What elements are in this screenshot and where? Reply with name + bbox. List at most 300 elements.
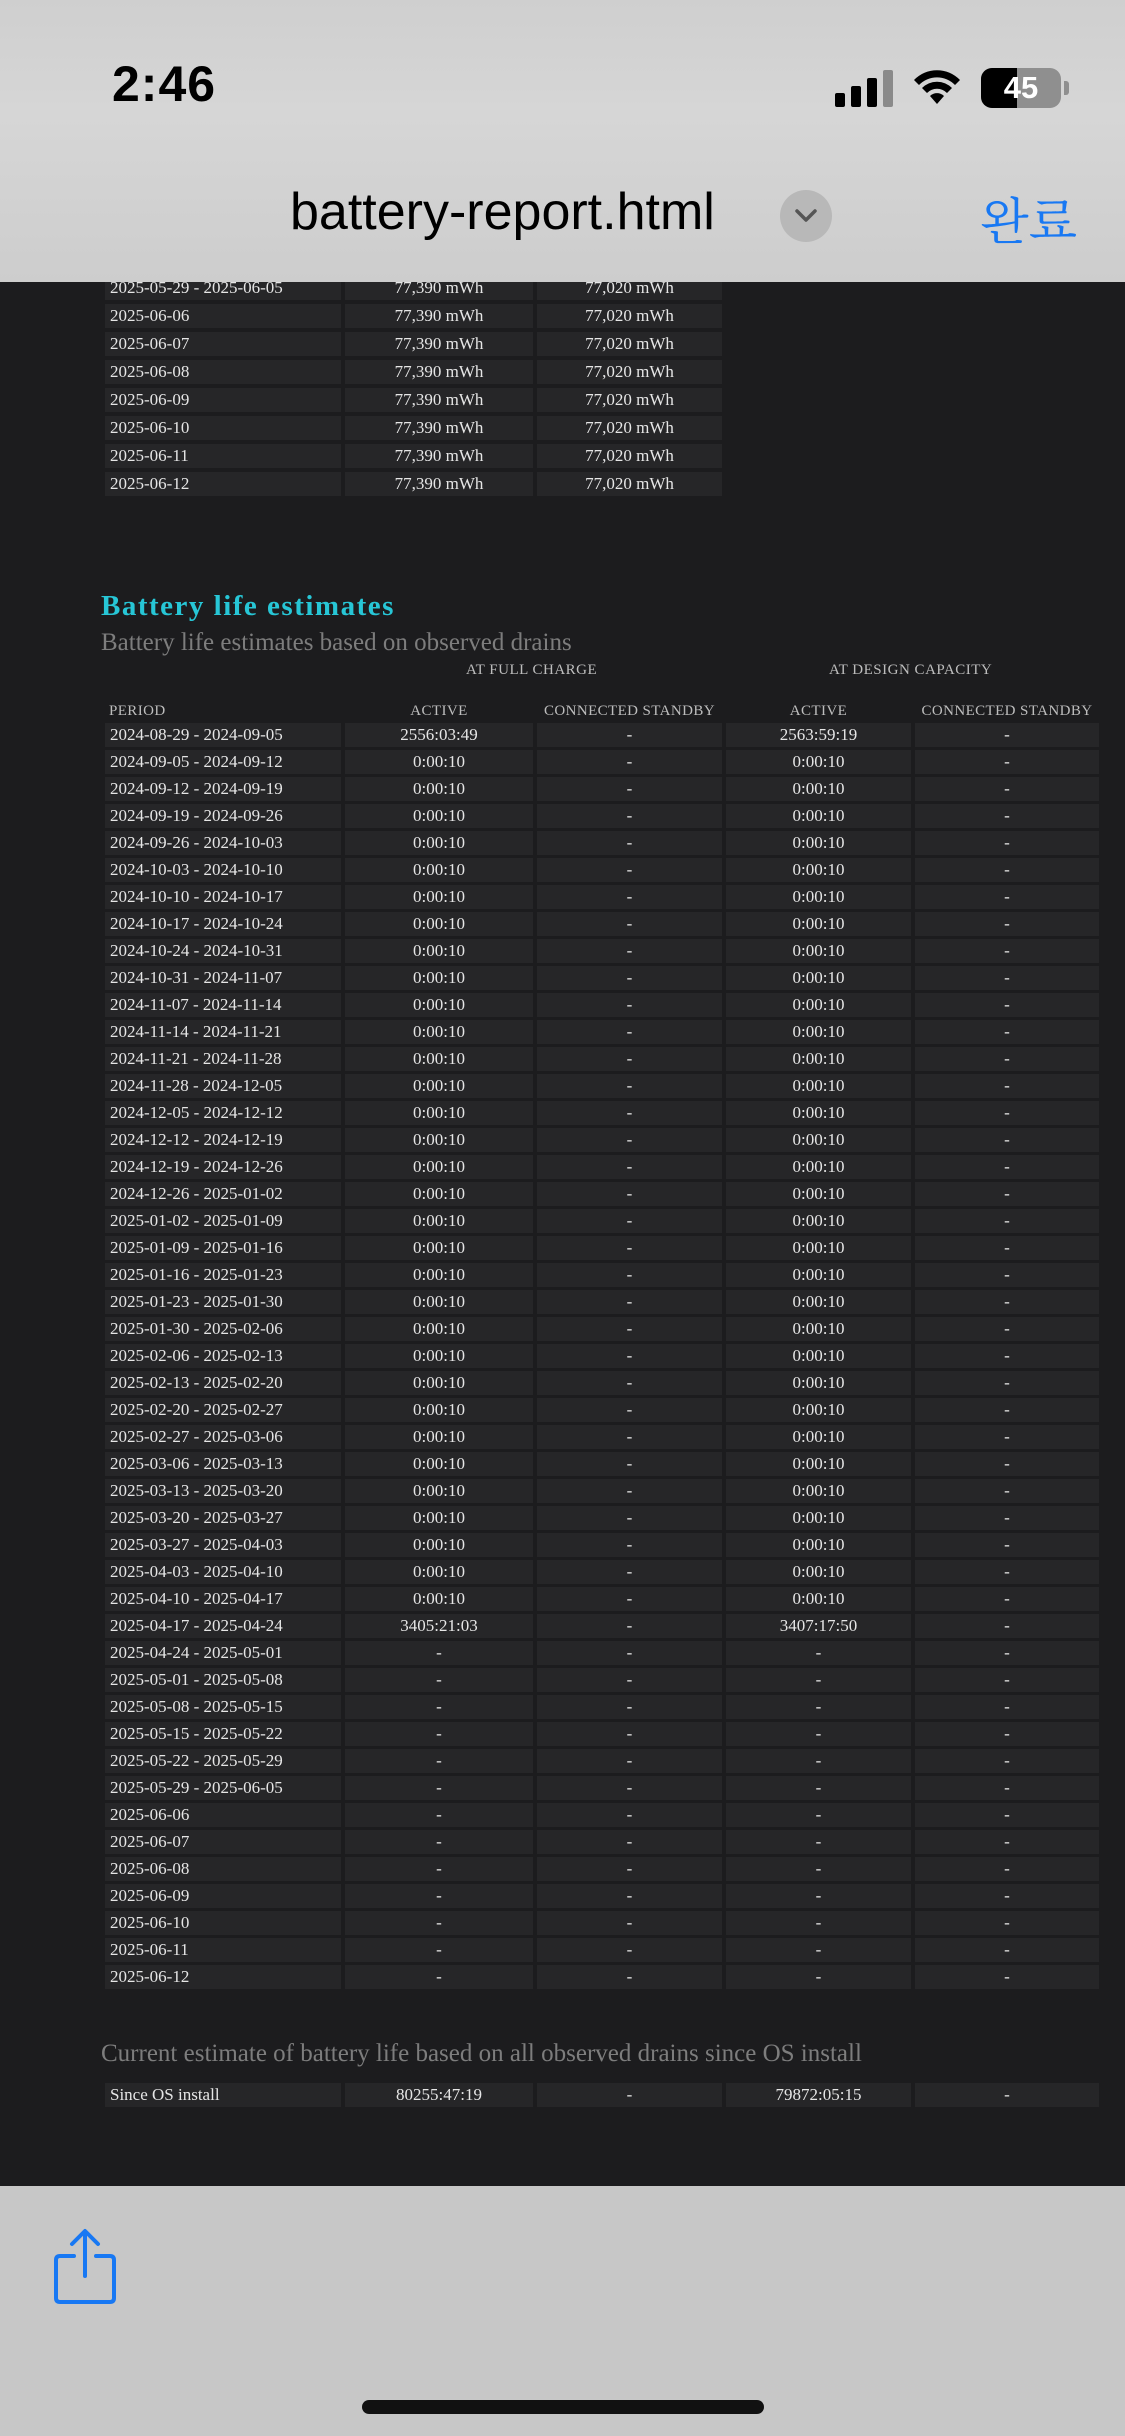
table-row — [105, 1344, 1099, 1368]
table-cell: - — [915, 1344, 1099, 1368]
table-cell: 0:00:10 — [726, 804, 911, 828]
table-row — [105, 1506, 1099, 1530]
table-cell: 0:00:10 — [345, 1128, 533, 1152]
table-cell: 0:00:10 — [726, 1074, 911, 1098]
table-cell: - — [537, 777, 722, 801]
table-cell: - — [537, 804, 722, 828]
table-cell: 0:00:10 — [726, 777, 911, 801]
table-cell: - — [537, 1776, 722, 1800]
table-row — [105, 1236, 1099, 1260]
table-cell: - — [915, 1722, 1099, 1746]
table-cell: 0:00:10 — [345, 1101, 533, 1125]
table-cell: 0:00:10 — [345, 750, 533, 774]
table-cell: - — [726, 1884, 911, 1908]
table-cell: - — [915, 1695, 1099, 1719]
table-cell: - — [345, 1884, 533, 1908]
table-cell: 0:00:10 — [726, 1560, 911, 1584]
table-cell: - — [915, 1749, 1099, 1773]
table-cell: 2024-09-19 - 2024-09-26 — [105, 804, 341, 828]
table-cell: - — [726, 1749, 911, 1773]
table-row — [105, 2083, 1099, 2107]
table-cell: - — [537, 831, 722, 855]
table-row — [105, 332, 722, 356]
table-cell: - — [915, 1290, 1099, 1314]
table-cell: 2024-10-03 - 2024-10-10 — [105, 858, 341, 882]
table-cell: - — [345, 1965, 533, 1989]
table-cell: 2024-12-19 - 2024-12-26 — [105, 1155, 341, 1179]
table-cell: 3405:21:03 — [345, 1614, 533, 1638]
table-cell: - — [726, 1722, 911, 1746]
table-cell: 0:00:10 — [726, 993, 911, 1017]
table-cell: 77,020 mWh — [537, 360, 722, 384]
table-row — [105, 804, 1099, 828]
table-cell: 0:00:10 — [345, 993, 533, 1017]
table-cell: - — [537, 1587, 722, 1611]
table-cell: 2025-06-07 — [105, 1830, 341, 1854]
table-cell: - — [915, 1830, 1099, 1854]
table-cell: 0:00:10 — [345, 804, 533, 828]
table-cell: 2025-04-24 - 2025-05-01 — [105, 1641, 341, 1665]
table-row — [105, 966, 1099, 990]
table-cell: 2024-10-10 - 2024-10-17 — [105, 885, 341, 909]
table-cell: - — [345, 1938, 533, 1962]
table-row — [105, 1911, 1099, 1935]
status-time: 2:46 — [112, 56, 217, 112]
table-cell: - — [726, 1911, 911, 1935]
table-cell: - — [915, 1938, 1099, 1962]
table-cell: - — [345, 1911, 533, 1935]
table-cell: - — [915, 1803, 1099, 1827]
table-cell: - — [345, 1830, 533, 1854]
table-cell: - — [915, 1911, 1099, 1935]
table-cell: - — [915, 1641, 1099, 1665]
table-cell: - — [537, 1047, 722, 1071]
table-cell: 77,390 mWh — [345, 416, 533, 440]
table-cell: 2025-06-09 — [105, 1884, 341, 1908]
table-cell: - — [915, 885, 1099, 909]
table-cell: 0:00:10 — [345, 1020, 533, 1044]
table-cell: 0:00:10 — [726, 966, 911, 990]
share-icon[interactable] — [50, 2226, 120, 2306]
table-cell: - — [345, 1803, 533, 1827]
table-cell: - — [915, 1047, 1099, 1071]
table-row — [105, 1749, 1099, 1773]
table-row — [105, 1128, 1099, 1152]
table-cell: 2024-11-28 - 2024-12-05 — [105, 1074, 341, 1098]
table-cell: - — [537, 1641, 722, 1665]
table-cell: 77,020 mWh — [537, 416, 722, 440]
table-cell: - — [537, 1668, 722, 1692]
table-row — [105, 1452, 1099, 1476]
table-cell: - — [537, 1479, 722, 1503]
table-cell: - — [915, 1614, 1099, 1638]
table-row — [105, 1290, 1099, 1314]
table-cell: 2556:03:49 — [345, 723, 533, 747]
table-row — [105, 304, 722, 328]
table-row — [105, 993, 1099, 1017]
table-cell: - — [537, 750, 722, 774]
table-cell: 0:00:10 — [726, 1317, 911, 1341]
table-row — [105, 885, 1099, 909]
table-cell: - — [537, 993, 722, 1017]
table-cell: - — [345, 1857, 533, 1881]
table-cell: 2025-05-15 - 2025-05-22 — [105, 1722, 341, 1746]
table-row — [105, 1209, 1099, 1233]
table-cell: 0:00:10 — [345, 939, 533, 963]
table-cell: - — [915, 1398, 1099, 1422]
table-cell: - — [915, 912, 1099, 936]
table-cell: - — [915, 1209, 1099, 1233]
table-cell: 0:00:10 — [726, 912, 911, 936]
table-cell: 77,020 mWh — [537, 472, 722, 496]
table-cell: 2025-02-20 - 2025-02-27 — [105, 1398, 341, 1422]
table-cell: - — [726, 1857, 911, 1881]
table-row — [105, 1263, 1099, 1287]
column-header-period: PERIOD — [109, 703, 166, 719]
done-button[interactable]: 완료 — [980, 193, 1077, 251]
table-cell: - — [915, 1236, 1099, 1260]
table-cell: 2025-06-06 — [105, 1803, 341, 1827]
battery-life-table — [101, 683, 1103, 1992]
table-cell: - — [537, 1263, 722, 1287]
table-cell: 0:00:10 — [726, 939, 911, 963]
table-cell: - — [915, 804, 1099, 828]
table-row — [105, 472, 722, 496]
table-cell: 0:00:10 — [345, 858, 533, 882]
table-cell: - — [915, 1560, 1099, 1584]
table-cell: 2024-10-17 - 2024-10-24 — [105, 912, 341, 936]
table-cell: - — [537, 1695, 722, 1719]
table-cell: 2024-09-26 - 2024-10-03 — [105, 831, 341, 855]
table-cell: - — [915, 2083, 1099, 2107]
table-cell: 0:00:10 — [345, 1506, 533, 1530]
table-cell: 2025-02-27 - 2025-03-06 — [105, 1425, 341, 1449]
table-cell: - — [537, 858, 722, 882]
table-row — [105, 1101, 1099, 1125]
table-row — [105, 1371, 1099, 1395]
table-cell: - — [915, 1857, 1099, 1881]
table-row — [105, 1155, 1099, 1179]
table-cell: - — [537, 1506, 722, 1530]
table-cell: 0:00:10 — [345, 1182, 533, 1206]
table-cell: - — [345, 1668, 533, 1692]
table-cell: 2025-05-01 - 2025-05-08 — [105, 1668, 341, 1692]
table-cell: 0:00:10 — [345, 1398, 533, 1422]
table-cell: - — [726, 1830, 911, 1854]
table-cell: - — [726, 1641, 911, 1665]
table-cell: 0:00:10 — [726, 1182, 911, 1206]
table-cell: 0:00:10 — [345, 1236, 533, 1260]
table-cell: 77,020 mWh — [537, 282, 722, 300]
table-row — [105, 1020, 1099, 1044]
table-row — [105, 1479, 1099, 1503]
group-header-design-capacity: AT DESIGN CAPACITY — [829, 662, 993, 678]
table-cell: 0:00:10 — [726, 1236, 911, 1260]
table-cell: - — [915, 1182, 1099, 1206]
table-cell: 77,390 mWh — [345, 360, 533, 384]
table-cell: - — [537, 723, 722, 747]
column-header-active-full: ACTIVE — [410, 703, 468, 719]
table-cell: - — [915, 1155, 1099, 1179]
table-cell: 2025-03-27 - 2025-04-03 — [105, 1533, 341, 1557]
table-cell: 0:00:10 — [726, 1290, 911, 1314]
table-cell: - — [915, 1506, 1099, 1530]
capacity-history-table — [101, 282, 726, 500]
table-cell: 2025-01-16 - 2025-01-23 — [105, 1263, 341, 1287]
table-cell: 0:00:10 — [345, 1344, 533, 1368]
table-cell: - — [537, 1884, 722, 1908]
table-cell: 0:00:10 — [345, 1425, 533, 1449]
table-cell: 2025-01-30 - 2025-02-06 — [105, 1317, 341, 1341]
table-cell: - — [915, 1587, 1099, 1611]
table-cell: - — [726, 1695, 911, 1719]
battery-icon — [981, 68, 1069, 108]
table-header-row — [105, 686, 1099, 720]
table-cell: 77,020 mWh — [537, 388, 722, 412]
table-cell: 2025-05-08 - 2025-05-15 — [105, 1695, 341, 1719]
table-cell: - — [726, 1803, 911, 1827]
table-cell: 0:00:10 — [345, 1452, 533, 1476]
table-cell: 0:00:10 — [345, 1533, 533, 1557]
table-cell: 2563:59:19 — [726, 723, 911, 747]
table-cell: - — [915, 1101, 1099, 1125]
table-cell: 77,390 mWh — [345, 332, 533, 356]
table-cell: - — [915, 1533, 1099, 1557]
table-cell: 0:00:10 — [345, 777, 533, 801]
table-cell: - — [915, 1128, 1099, 1152]
table-cell: - — [537, 1317, 722, 1341]
table-row — [105, 1884, 1099, 1908]
table-cell: 77,390 mWh — [345, 282, 533, 300]
table-row — [105, 1074, 1099, 1098]
table-cell: - — [726, 1668, 911, 1692]
table-cell: - — [915, 1074, 1099, 1098]
table-cell: 0:00:10 — [726, 1479, 911, 1503]
table-cell: - — [537, 1020, 722, 1044]
table-cell: 0:00:10 — [345, 1047, 533, 1071]
current-estimate-table — [101, 2079, 1103, 2111]
table-cell: 2025-04-17 - 2025-04-24 — [105, 1614, 341, 1638]
table-cell: - — [915, 939, 1099, 963]
table-cell: - — [537, 1155, 722, 1179]
table-cell: 2025-03-20 - 2025-03-27 — [105, 1506, 341, 1530]
table-cell: 0:00:10 — [726, 1587, 911, 1611]
table-cell: 2024-11-14 - 2024-11-21 — [105, 1020, 341, 1044]
table-row — [105, 723, 1099, 747]
table-cell: - — [915, 1452, 1099, 1476]
table-cell: 2025-04-10 - 2025-04-17 — [105, 1587, 341, 1611]
battery-life-title: Battery life estimates — [101, 590, 395, 622]
table-cell: 0:00:10 — [726, 1263, 911, 1287]
table-row — [105, 282, 722, 300]
bottom-toolbar — [0, 2186, 1125, 2436]
chevron-down-icon[interactable] — [780, 190, 832, 242]
column-header-standby-design: CONNECTED STANDBY — [921, 703, 1093, 719]
table-cell: 2025-01-02 - 2025-01-09 — [105, 1209, 341, 1233]
table-row — [105, 1398, 1099, 1422]
top-bar — [0, 0, 1125, 282]
table-row — [105, 1614, 1099, 1638]
table-cell: 2025-03-06 - 2025-03-13 — [105, 1452, 341, 1476]
table-cell: 0:00:10 — [345, 1479, 533, 1503]
table-row — [105, 1830, 1099, 1854]
table-cell: 2025-03-13 - 2025-03-20 — [105, 1479, 341, 1503]
table-cell: 0:00:10 — [726, 1101, 911, 1125]
current-estimate-title: Current estimate of battery life based on all observed drains since OS install — [101, 2040, 862, 2067]
table-cell: - — [537, 1344, 722, 1368]
table-row — [105, 1182, 1099, 1206]
table-cell: - — [537, 1182, 722, 1206]
page-title[interactable]: battery-report.html — [290, 183, 715, 241]
table-cell: 0:00:10 — [726, 1398, 911, 1422]
table-cell: 0:00:10 — [345, 1290, 533, 1314]
table-cell: - — [915, 723, 1099, 747]
table-cell: 0:00:10 — [726, 1128, 911, 1152]
table-row — [105, 1047, 1099, 1071]
table-cell: - — [915, 1263, 1099, 1287]
table-cell: - — [915, 777, 1099, 801]
table-row — [105, 777, 1099, 801]
table-cell: - — [915, 1884, 1099, 1908]
table-cell: 2025-06-08 — [105, 1857, 341, 1881]
table-row — [105, 831, 1099, 855]
table-cell: 0:00:10 — [345, 885, 533, 909]
table-cell: 0:00:10 — [345, 912, 533, 936]
table-cell: Since OS install — [105, 2083, 341, 2107]
table-row — [105, 1803, 1099, 1827]
table-cell: - — [915, 1425, 1099, 1449]
table-cell: 0:00:10 — [345, 1155, 533, 1179]
table-cell: - — [537, 1614, 722, 1638]
table-cell: 77,390 mWh — [345, 304, 533, 328]
table-cell: 0:00:10 — [345, 1371, 533, 1395]
table-cell: 0:00:10 — [726, 1155, 911, 1179]
table-cell: - — [345, 1695, 533, 1719]
table-cell: - — [915, 858, 1099, 882]
table-cell: 2025-06-12 — [105, 472, 341, 496]
table-row — [105, 1965, 1099, 1989]
table-cell: - — [537, 1398, 722, 1422]
table-row — [105, 360, 722, 384]
table-cell: 2025-06-08 — [105, 360, 341, 384]
table-row — [105, 1641, 1099, 1665]
table-row — [105, 1560, 1099, 1584]
table-cell: 2025-05-22 - 2025-05-29 — [105, 1749, 341, 1773]
table-row — [105, 1695, 1099, 1719]
table-cell: - — [537, 966, 722, 990]
table-cell: 77,020 mWh — [537, 332, 722, 356]
table-cell: - — [915, 1371, 1099, 1395]
table-cell: - — [726, 1938, 911, 1962]
table-cell: 0:00:10 — [726, 1209, 911, 1233]
table-row — [105, 1425, 1099, 1449]
table-row — [105, 939, 1099, 963]
table-row — [105, 1533, 1099, 1557]
table-row — [105, 1317, 1099, 1341]
table-cell: 2024-10-24 - 2024-10-31 — [105, 939, 341, 963]
table-cell: 2024-12-26 - 2025-01-02 — [105, 1182, 341, 1206]
table-cell: 2024-10-31 - 2024-11-07 — [105, 966, 341, 990]
table-cell: 77,390 mWh — [345, 472, 533, 496]
table-cell: 0:00:10 — [345, 966, 533, 990]
table-cell: 2024-09-12 - 2024-09-19 — [105, 777, 341, 801]
table-cell: - — [537, 1803, 722, 1827]
table-cell: 0:00:10 — [726, 1425, 911, 1449]
table-cell: 2025-02-06 - 2025-02-13 — [105, 1344, 341, 1368]
table-cell: 0:00:10 — [726, 1506, 911, 1530]
table-cell: 2025-06-12 — [105, 1965, 341, 1989]
table-cell: - — [345, 1722, 533, 1746]
table-cell: - — [537, 1290, 722, 1314]
table-cell: 2025-06-10 — [105, 416, 341, 440]
table-cell: - — [537, 1371, 722, 1395]
table-cell: 2025-06-11 — [105, 444, 341, 468]
table-row — [105, 1722, 1099, 1746]
table-cell: 2024-11-21 - 2024-11-28 — [105, 1047, 341, 1071]
table-cell: 2025-04-03 - 2025-04-10 — [105, 1560, 341, 1584]
table-cell: - — [537, 1128, 722, 1152]
table-cell: - — [726, 1965, 911, 1989]
table-cell: 0:00:10 — [345, 831, 533, 855]
table-cell: - — [537, 1425, 722, 1449]
table-cell: 2024-12-12 - 2024-12-19 — [105, 1128, 341, 1152]
table-cell: 3407:17:50 — [726, 1614, 911, 1638]
table-cell: - — [537, 1236, 722, 1260]
table-cell: - — [537, 939, 722, 963]
table-row — [105, 1668, 1099, 1692]
report-content[interactable] — [0, 282, 1125, 2186]
table-cell: 0:00:10 — [345, 1263, 533, 1287]
table-cell: 79872:05:15 — [726, 2083, 911, 2107]
table-cell: - — [726, 1776, 911, 1800]
table-row — [105, 750, 1099, 774]
table-cell: - — [537, 1209, 722, 1233]
table-row — [105, 444, 722, 468]
group-header-full-charge: AT FULL CHARGE — [466, 662, 598, 678]
table-cell: 77,390 mWh — [345, 388, 533, 412]
table-cell: - — [537, 1911, 722, 1935]
table-row — [105, 858, 1099, 882]
battery-level: 45 — [1003, 70, 1039, 105]
table-cell: 77,390 mWh — [345, 444, 533, 468]
table-cell: 2025-02-13 - 2025-02-20 — [105, 1371, 341, 1395]
table-cell: - — [537, 1965, 722, 1989]
table-cell: 0:00:10 — [726, 1371, 911, 1395]
table-cell: 2024-09-05 - 2024-09-12 — [105, 750, 341, 774]
table-cell: 2025-05-29 - 2025-06-05 — [105, 282, 341, 300]
table-cell: - — [537, 885, 722, 909]
table-cell: - — [537, 1560, 722, 1584]
table-cell: - — [537, 1101, 722, 1125]
table-cell: 2025-01-23 - 2025-01-30 — [105, 1290, 341, 1314]
table-cell: 0:00:10 — [726, 1452, 911, 1476]
table-cell: 0:00:10 — [726, 750, 911, 774]
table-cell: 0:00:10 — [345, 1587, 533, 1611]
table-cell: 2024-11-07 - 2024-11-14 — [105, 993, 341, 1017]
table-cell: 0:00:10 — [726, 1020, 911, 1044]
table-cell: 2025-06-10 — [105, 1911, 341, 1935]
table-cell: 77,020 mWh — [537, 444, 722, 468]
table-cell: 2025-06-07 — [105, 332, 341, 356]
cellular-signal-icon — [835, 69, 893, 107]
table-cell: 2025-01-09 - 2025-01-16 — [105, 1236, 341, 1260]
table-cell: - — [537, 1722, 722, 1746]
table-cell: - — [915, 993, 1099, 1017]
table-cell: 0:00:10 — [726, 858, 911, 882]
table-cell: - — [915, 1965, 1099, 1989]
table-row — [105, 416, 722, 440]
table-cell: 0:00:10 — [345, 1074, 533, 1098]
